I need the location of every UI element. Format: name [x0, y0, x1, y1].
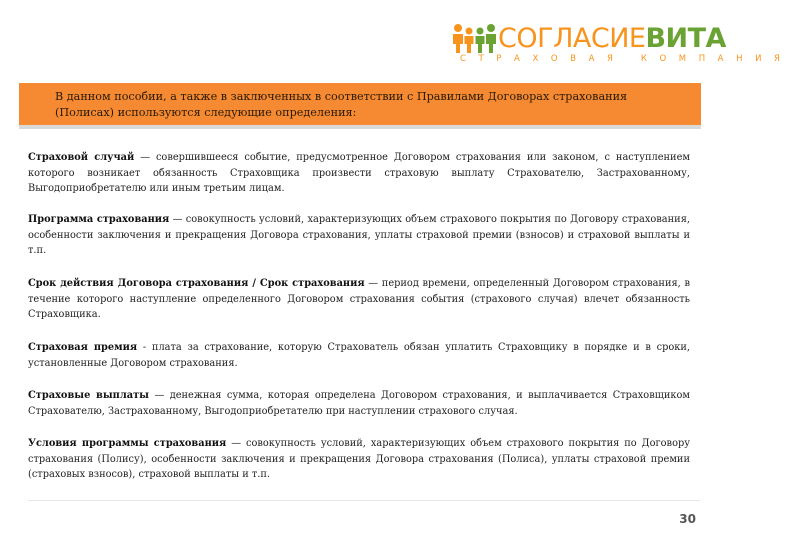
definition-item	[28, 276, 690, 323]
definition-text: — совокупность условий, характеризующих объем страхового покрытия по Договору страхования, особенности заключения и прекращения Договора страхования, уплаты страховой премии (взносов) и страховой выплаты и т.п.	[28, 214, 690, 256]
definition-term: Срок действия Договора страхования / Срок страхования	[28, 278, 365, 289]
definition-item	[28, 388, 690, 419]
definition-item	[28, 340, 690, 371]
definition-item	[28, 436, 690, 483]
definition-text: — период времени, определенный Договором страхования, в течение которого наступление определенного Договором страхования события (страхового случая) влечет обязанность Страховщика.	[28, 278, 690, 320]
page-number: 30	[679, 512, 696, 526]
definition-text: — денежная сумма, которая определена Договором страхования, и выплачивается Страховщиком Страхователю, Застрахованному, Выгодоприобретателю при наступлении страхового случая.	[28, 390, 690, 417]
intro-banner	[19, 83, 701, 129]
definition-item	[28, 212, 690, 259]
definition-term: Страховые выплаты	[28, 390, 149, 401]
definition-text: - плата за страхование, которую Страхователь обязан уплатить Страховщику в порядке и в сроки, установленные Договором страхования.	[28, 342, 691, 369]
bottom-divider	[28, 500, 700, 501]
definition-item	[28, 150, 690, 197]
logo-word-part1: СОГЛАСИЕ	[498, 23, 646, 54]
definition-text: — совокупность условий, характеризующих объем страхового покрытия по Договору страхования (Полису), особенности заключения и прекращения Договора страхования (Полиса), уплаты страховой премии (страховых взносов), страховой выплаты и т.п.	[28, 438, 691, 480]
definition-term: Условия программы страхования	[28, 438, 227, 449]
definition-text: — совершившееся событие, предусмотренное Договором страхования или законом, с наступлением которого возникает обязанность Страховщика произвести страховую выплату Страхователю, Застрахованному, Выгодоприобретателю или иным третьим лицам.	[28, 152, 690, 194]
family-figures-icon	[452, 22, 498, 54]
company-logo	[452, 22, 793, 68]
definition-term: Страховой случай	[28, 152, 135, 163]
logo-wordmark	[498, 24, 726, 54]
logo-subtitle: СТРАХОВАЯ КОМПАНИЯ	[460, 54, 793, 64]
logo-word-part2: ВИТА	[645, 23, 726, 54]
definition-term: Страховая премия	[28, 342, 138, 353]
definition-term: Программа страхования	[28, 214, 170, 225]
intro-text: В данном пособии, а также в заключенных в соответствии с Правилами Договорах страхования (Полисах) используются следующие определения:	[55, 90, 628, 119]
